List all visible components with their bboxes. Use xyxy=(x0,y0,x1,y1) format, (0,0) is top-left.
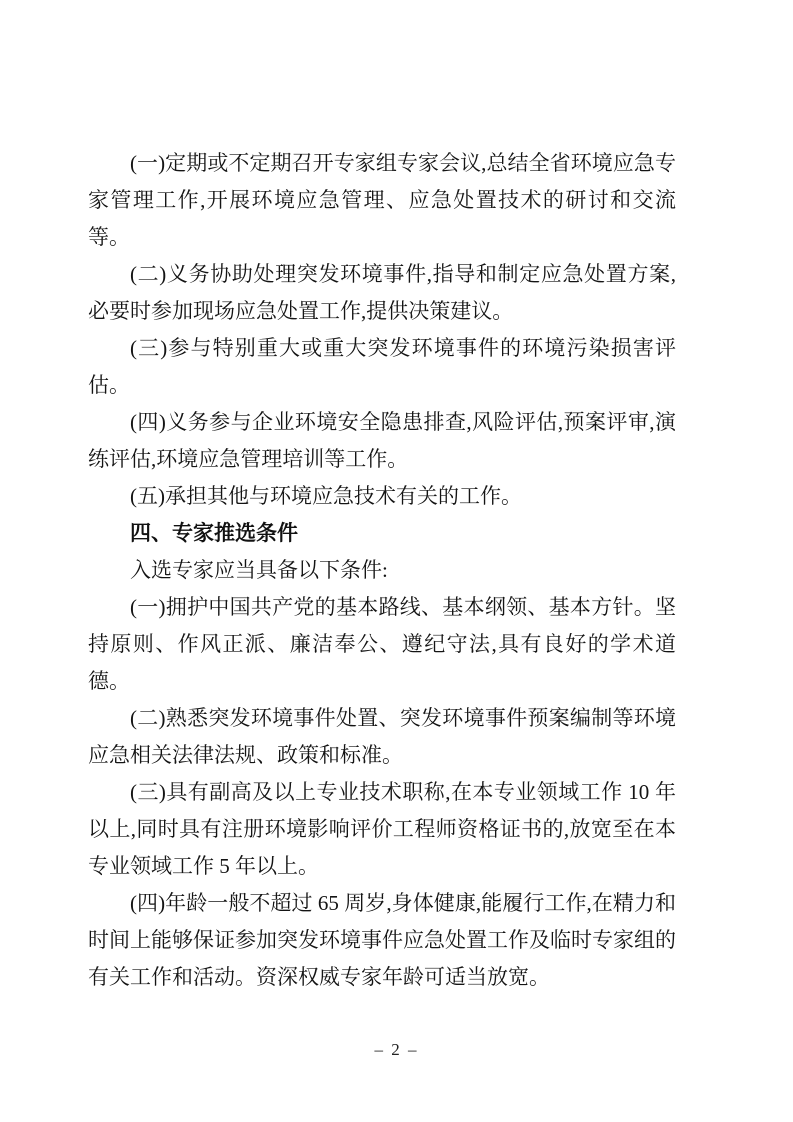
paragraph-criteria-4: (四)年龄一般不超过 65 周岁,身体健康,能履行工作,在精力和时间上能够保证参加突发环境事件应急处置工作及临时专家组的有关工作和活动。资深权威专家年龄可适当放宽。 xyxy=(88,891,676,989)
paragraph-criteria-1: (一)拥护中国共产党的基本路线、基本纲领、基本方针。坚持原则、作风正派、廉洁奉公、遵纪守法,具有良好的学术道德。 xyxy=(88,595,676,693)
paragraph-duty-1: (一)定期或不定期召开专家组专家会议,总结全省环境应急专家管理工作,开展环境应急管理、应急处置技术的研讨和交流等。 xyxy=(88,151,676,249)
paragraph-duty-3: (三)参与特别重大或重大突发环境事件的环境污染损害评估。 xyxy=(88,336,676,397)
page-number: – 2 – xyxy=(374,1040,419,1059)
paragraph-criteria-intro: 入选专家应当具备以下条件: xyxy=(130,558,388,582)
paragraph-criteria-3: (三)具有副高及以上专业技术职称,在本专业领域工作 10 年以上,同时具有注册环境影响评价工程师资格证书的,放宽至在本专业领域工作 5 年以上。 xyxy=(88,780,676,878)
paragraph-criteria-2: (二)熟悉突发环境事件处置、突发环境事件预案编制等环境应急相关法律法规、政策和标准。 xyxy=(88,706,676,767)
section-heading-expert-selection-criteria: 四、专家推选条件 xyxy=(130,522,298,545)
document-body xyxy=(88,145,676,996)
paragraph-duty-5: (五)承担其他与环境应急技术有关的工作。 xyxy=(130,484,522,508)
paragraph-duty-2: (二)义务协助处理突发环境事件,指导和制定应急处置方案,必要时参加现场应急处置工作,提供决策建议。 xyxy=(88,262,676,323)
paragraph-duty-4: (四)义务参与企业环境安全隐患排查,风险评估,预案评审,演练评估,环境应急管理培训等工作。 xyxy=(88,410,676,471)
